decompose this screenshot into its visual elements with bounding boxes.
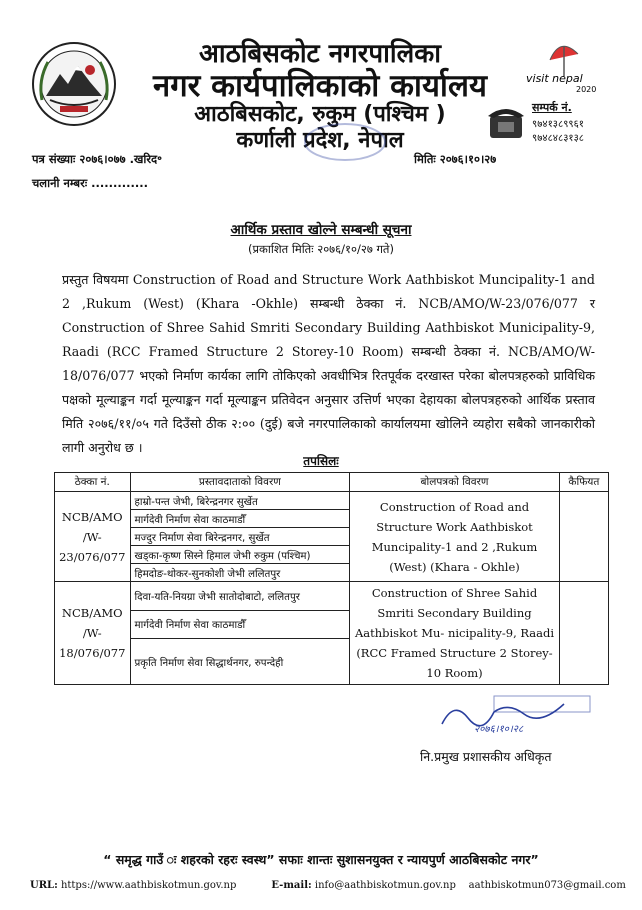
signature-date: २०७६।१०।२८ [474, 724, 524, 735]
bidder-name: प्रकृति निर्माण सेवा सिद्धार्थनगर, रुपन्देही [130, 639, 350, 685]
phone-icon [486, 104, 526, 140]
province-line: कर्णाली प्रदेश, नेपाल [236, 128, 404, 153]
column-header: बोलपत्रको विवरण [350, 473, 560, 492]
email-label: E-mail: [271, 880, 312, 891]
letter-number: पत्र संख्याः २०७६।०७७ .खरिद॰ [32, 152, 163, 166]
work-description: Construction of Shree Sahid Smriti Secondary Building Aathbiskot Mu- nicipality-9, Raadi (RCC Framed Structure 2 Storey-10 Room) [350, 582, 560, 685]
published-date: (प्रकाशित मितिः २०७६/१०/२७ गते) [248, 242, 394, 256]
table-header-row [55, 473, 609, 492]
office-address-line: आठबिसकोट, रुकुम (पश्चिम ) [194, 102, 446, 127]
letter-date: मितिः २०७६।१०।२७ [414, 152, 497, 166]
website-link[interactable]: https://www.aathbiskotmun.gov.np [60, 880, 237, 891]
work-description: Construction of Road and Structure Work Aathbiskot Muncipality-1 and 2 ,Rukum (West) (Khara - Okhle) [350, 492, 560, 582]
email-link-2[interactable]: aathbiskotmun073@gmail.com [468, 880, 626, 891]
bidder-name: खड्का-कृष्ण सिस्ने हिमाल जेभी रुकुम (पश्चिम) [130, 546, 350, 564]
contract-number: NCB/AMO /W- 23/076/077 [55, 492, 131, 582]
contact-number: ९७४८४८३१३८ [532, 133, 584, 144]
dispatch-number: चलानी नम्बरः ............. [32, 176, 148, 190]
footer-motto: “ समृद्ध गाउँ ः शहरको रहरः स्वस्थ” सफाः शान्तः सुशासनयुक्त र न्यायपुर्ण आठबिसकोट नगर” [103, 852, 539, 867]
column-header: कैफियत [559, 473, 608, 492]
signatory-title: नि.प्रमुख प्रशासकीय अधिकृत [420, 749, 552, 764]
url-label: URL: [30, 880, 58, 891]
signature-stamp [434, 694, 594, 736]
table-row [55, 492, 609, 510]
faint-stamp [300, 120, 390, 165]
bidder-name: मार्गदेवी निर्माण सेवा काठमाडौँ [130, 510, 350, 528]
bidder-name: मार्गदेवी निर्माण सेवा काठमाडौँ [130, 610, 350, 639]
bidder-name: दिवा-यति-नियग्रा जेभी सातोदोबाटो, ललितपुर [130, 582, 350, 611]
visit-logo-year: 2020 [576, 85, 597, 94]
email-link[interactable]: info@aathbiskotmun.gov.np [314, 880, 456, 891]
visit-logo-text: visit nepal [526, 72, 583, 85]
municipality-emblem-icon [30, 40, 118, 128]
contract-number: NCB/AMO /W- 18/076/077 [55, 582, 131, 685]
office-name-line2: नगर कार्यपालिकाको कार्यालय [153, 68, 487, 104]
notice-title: आर्थिक प्रस्ताव खोल्ने सम्बन्धी सूचना [230, 222, 412, 238]
bidder-name: हिमदोङ-थोकर-सुनकोशी जेभी ललितपुर [130, 564, 350, 582]
contact-label: सम्पर्क नं. [532, 101, 572, 114]
visit-nepal-logo-icon [520, 32, 620, 96]
contact-number: ९७४१३८९९६१ [532, 119, 584, 130]
bidder-name: हाम्रो-पन्त जेभी, बिरेन्द्रनगर सुर्खेत [130, 492, 350, 510]
remark-cell [559, 492, 608, 582]
column-header: ठेक्का नं. [55, 473, 131, 492]
column-header: प्रस्तावदाताको विवरण [130, 473, 350, 492]
office-name-line1: आठबिसकोट नगरपालिका [199, 39, 441, 69]
bid-table [54, 472, 609, 685]
notice-body: प्रस्तुत विषयमा Construction of Road and Structure Work Aathbiskot Muncipality-1 and 2 ,Rukum (West) (Khara -Okhle) सम्बन्धी ठेक्का नं. NCB/AMO/W-23/076/077 र Construction of Shree Sahid Smriti Secondary Building Aathbiskot Municipality-9, Raadi (RCC Framed Structure 2 Storey-10 Room) सम्बन्धी ठेक्का नं. NCB/AMO/W-18/076/077 भएको निर्माण कार्यका लागि तोकिएको अवधीभित्र रितपूर्वक दरखास्त परेका बोलपत्रहरुको प्राविधिक पक्षको मूल्याङ्कन गर्दा मूल्याङ्कन गर्दा मूल्याङ्कन प्रतिवेदन अनुसार उत्तिर्ण भएका देहायका बोलपत्रहरुको आर्थिक प्रस्ताव मिति २०७६/११/०५ गते दिउँसो ठीक २:०० (दुई) बजे नगरपालिकाको कार्यालयमा खोलिने व्यहोरा सबैको जानकारीको लागी अनुरोध छ । [62, 272, 595, 455]
table-caption: तपसिलः [303, 454, 339, 468]
table-row [55, 582, 609, 611]
bidder-name: मज्दुर निर्माण सेवा बिरेन्द्रनगर, सुर्खेत [130, 528, 350, 546]
footer-contact [30, 880, 626, 891]
remark-cell [559, 582, 608, 685]
